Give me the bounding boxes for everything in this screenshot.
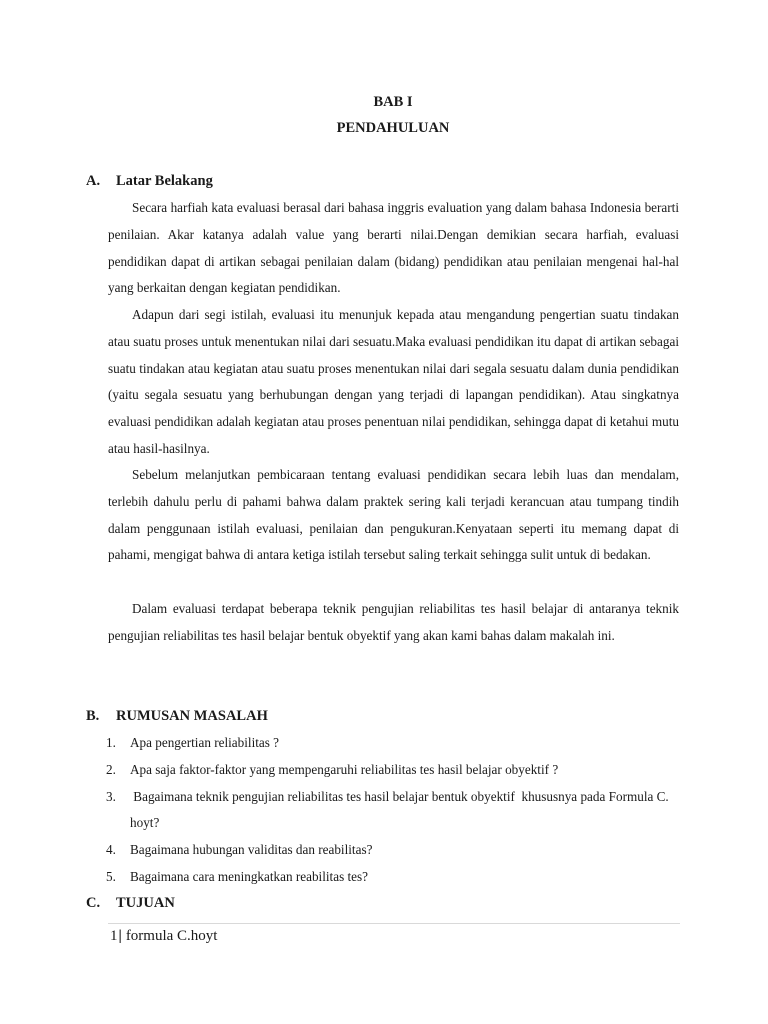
list-item [106, 784, 680, 838]
list-item-text: Apa pengertian reliabilitas ? [130, 735, 280, 750]
section-a-heading [86, 173, 213, 190]
section-b-heading [86, 708, 268, 725]
paragraph-3: Sebelum melanjutkan pembicaraan tentang evaluasi pendidikan secara lebih luas dan mendalam, terlebih dahulu perlu di pahami bahwa dalam praktek sering kali terjadi kerancuan atau tumpang tindih dalam penggunaan istilah evaluasi, penilaian dan pengukuran.Kenyataan seperti itu memang dapat di pahami, mengigat bahwa di antara ketiga istilah tersebut saling terkait sehingga sulit untuk di bedakan. [108, 467, 679, 563]
list-item-text: Bagaimana hubungan validitas dan reabilitas? [130, 842, 373, 858]
footer-separator: | [118, 928, 122, 944]
section-b-title: RUMUSAN MASALAH [116, 708, 268, 724]
list-item-number: 3. [106, 788, 116, 804]
chapter-number: BAB I [373, 94, 413, 110]
paragraph-2: Adapun dari segi istilah, evaluasi itu menunjuk kepada atau mengandung pengertian suatu tindakan atau suatu proses untuk menentukan nilai dari sesuatu.Maka evaluasi pendidikan itu dapat di artikan sebagai suatu tindakan atau kegiatan atau suatu proses menentukan nilai dari segala sesuatu dalam dunia pendidikan (yaitu segala sesuatu yang berhubungan dengan yang terjadi di lapangan pendidikan). Atau singkatnya evaluasi pendidikan adalah kegiatan atau proses penentuan nilai pendidikan, sehingga dapat di ketahui mutu atau hasil-hasilnya. [108, 307, 679, 456]
paragraph-1: Secara harfiah kata evaluasi berasal dari bahasa inggris evaluation yang dalam bahasa Indonesia berarti penilaian. Akar katanya adalah value yang berarti nilai.Dengan demikian secara harfiah, evaluasi pendidikan dapat di artikan sebagai penilaian dalam (bidang) pendidikan atau penilaian mengenai hal-hal yang berkaitan dengan kegiatan pendidikan. [108, 200, 679, 296]
footer-divider [108, 923, 680, 924]
list-item [106, 730, 680, 757]
list-item-number: 5. [106, 868, 116, 884]
list-item-text: Bagaimana cara meningkatkan reabilitas tes? [130, 868, 368, 884]
chapter-title: PENDAHULUAN [336, 120, 450, 136]
section-b-letter: B. [86, 708, 100, 724]
section-a-title: Latar Belakang [116, 173, 213, 189]
list-item-number: 1. [106, 735, 116, 750]
running-title: formula C.hoyt [125, 928, 218, 944]
section-c-title: TUJUAN [116, 895, 175, 911]
list-item [106, 837, 680, 864]
list-item-number: 4. [106, 842, 116, 858]
list-item-text: Bagaimana teknik pengujian reliabilitas tes hasil belajar bentuk obyektif khususnya pada Formula C. hoyt? [130, 788, 673, 831]
section-a-letter: A. [86, 173, 101, 189]
list-item [106, 864, 680, 891]
list-item [106, 757, 680, 784]
problem-list [106, 730, 680, 891]
list-item-number: 2. [106, 761, 116, 777]
page-number: 1 [110, 928, 118, 944]
section-c-heading [86, 895, 175, 912]
list-item-text: Apa saja faktor-faktor yang mempengaruhi reliabilitas tes hasil belajar obyektif ? [130, 761, 559, 777]
section-c-letter: C. [86, 895, 101, 911]
paragraph-4: Dalam evaluasi terdapat beberapa teknik pengujian reliabilitas tes hasil belajar di antaranya teknik pengujian reliabilitas tes hasil belajar bentuk obyektif yang akan kami bahas dalam makalah ini. [108, 601, 679, 643]
page-footer [110, 928, 217, 945]
